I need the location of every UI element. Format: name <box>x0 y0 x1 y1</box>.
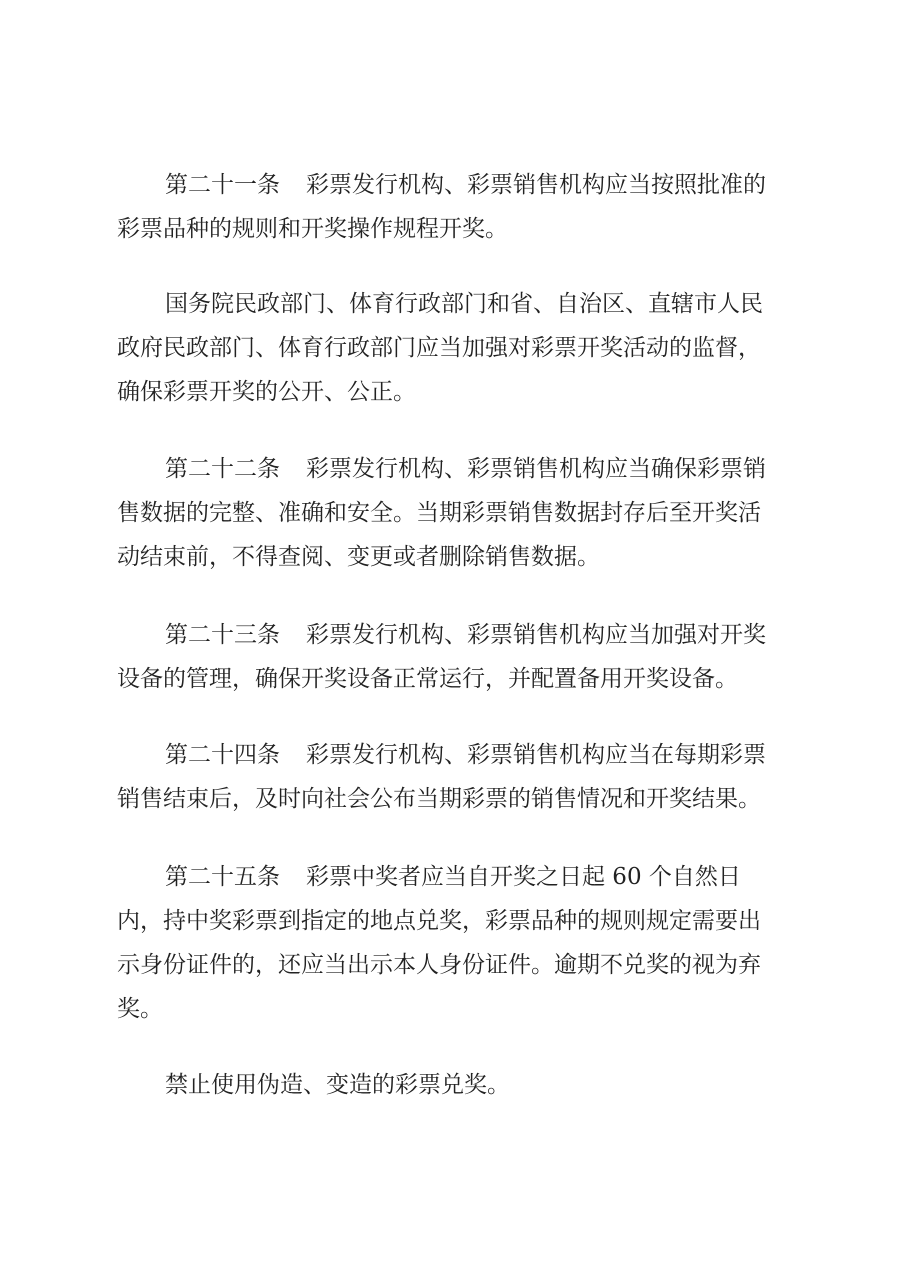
article-23-paragraph <box>117 613 787 701</box>
article-text: 彩票发行机构、彩票销售机构应当在每期彩票 <box>306 742 766 768</box>
paragraph-line: 示身份证件的，还应当出示本人身份证件。逾期不兑奖的视为弃 <box>117 952 761 978</box>
article-number: 第二十一条 <box>165 172 280 198</box>
paragraph-line <box>117 613 787 657</box>
paragraph-line: 确保彩票开奖的公开、公正。 <box>117 379 416 405</box>
article-number: 第二十二条 <box>165 456 280 482</box>
paragraph-line: 设备的管理，确保开奖设备正常运行，并配置备用开奖设备。 <box>117 666 738 692</box>
paragraph-line: 政府民政部门、体育行政部门应当加强对彩票开奖活动的监督， <box>117 335 761 361</box>
paragraph-line: 奖。 <box>117 996 163 1022</box>
paragraph-line: 售数据的完整、准确和安全。当期彩票销售数据封存后至开奖活 <box>117 500 761 526</box>
paragraph-line: 内，持中奖彩票到指定的地点兑奖，彩票品种的规则规定需要出 <box>117 908 761 934</box>
article-22-paragraph <box>117 447 787 579</box>
paragraph-line <box>117 855 787 899</box>
paragraph-line: 动结束前，不得查阅、变更或者删除销售数据。 <box>117 544 600 570</box>
prohibition-paragraph <box>117 1063 787 1107</box>
paragraph-line: 禁止使用伪造、变造的彩票兑奖。 <box>165 1072 510 1098</box>
paragraph-line: 国务院民政部门、体育行政部门和省、自治区、直辖市人民 <box>165 291 763 317</box>
article-text: 彩票发行机构、彩票销售机构应当确保彩票销 <box>306 456 766 482</box>
paragraph-line <box>117 163 787 207</box>
article-text: 彩票发行机构、彩票销售机构应当加强对开奖 <box>306 622 766 648</box>
article-number: 第二十三条 <box>165 622 280 648</box>
article-21-paragraph <box>117 163 787 251</box>
article-text: 彩票发行机构、彩票销售机构应当按照批准的 <box>306 172 766 198</box>
article-number: 第二十五条 <box>165 864 280 890</box>
paragraph-line: 销售结束后，及时向社会公布当期彩票的销售情况和开奖结果。 <box>117 786 761 812</box>
article-25-paragraph <box>117 855 787 1031</box>
paragraph-line: 彩票品种的规则和开奖操作规程开奖。 <box>117 216 508 242</box>
paragraph-line <box>117 447 787 491</box>
article-24-paragraph <box>117 733 787 821</box>
supervision-paragraph <box>117 282 787 414</box>
article-number: 第二十四条 <box>165 742 280 768</box>
paragraph-line <box>117 733 787 777</box>
article-text: 彩票中奖者应当自开奖之日起 60 个自然日 <box>306 864 741 890</box>
